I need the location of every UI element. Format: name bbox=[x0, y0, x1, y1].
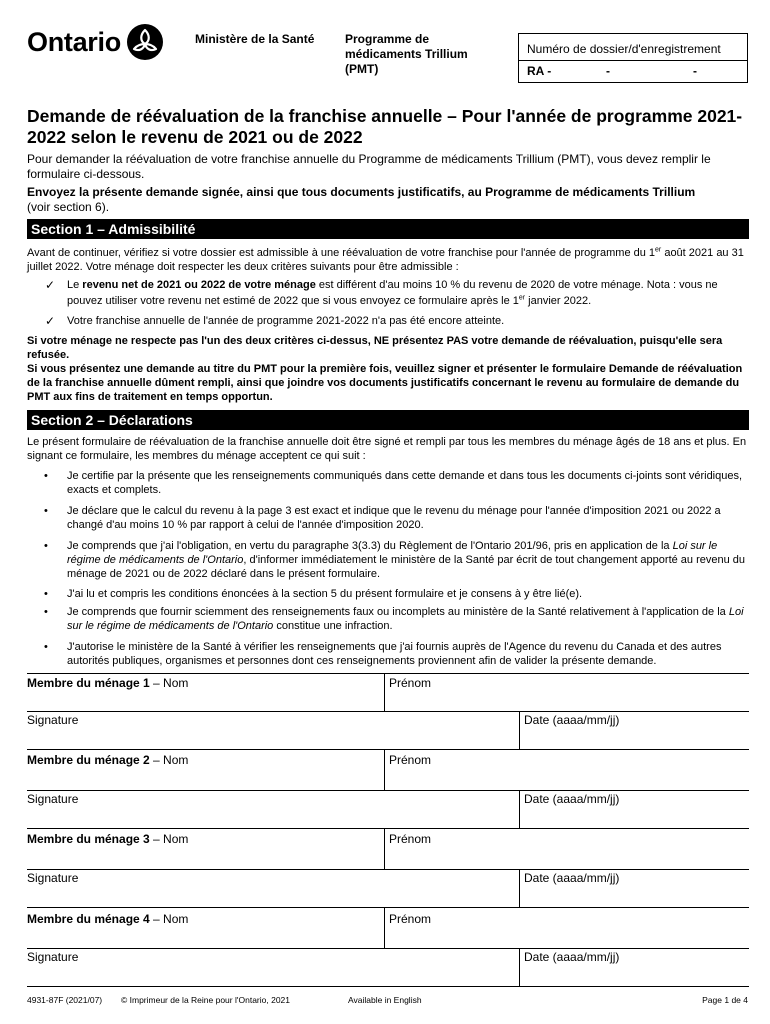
member-4-name-label[interactable]: Membre du ménage 4 – Nom bbox=[27, 912, 189, 926]
declaration-2: • Je déclare que le calcul du revenu à la page 3 est exact et indique que le revenu du ménage pour l'année d'imposition 2021 ou 2022 a changé d'au moins 10 % par rapport à celui de l'année d'imposition 2020. bbox=[44, 505, 721, 531]
member-4-date-label[interactable]: Date (aaaa/mm/jj) bbox=[524, 950, 620, 964]
member-1-signature-label[interactable]: Signature bbox=[27, 713, 79, 727]
member-2-firstname-label[interactable]: Prénom bbox=[389, 753, 432, 767]
member-2-name-label[interactable]: Membre du ménage 2 – Nom bbox=[27, 753, 189, 767]
file-number-dash: - bbox=[693, 64, 697, 78]
member-4-signature-label[interactable]: Signature bbox=[27, 950, 79, 964]
member-4-firstname-label[interactable]: Prénom bbox=[389, 912, 432, 926]
warning-ineligible: Si votre ménage ne respecte pas l'un des deux critères ci-dessus, NE présentez PAS votre demande de réévaluation, puisqu'elle sera refusée. bbox=[27, 335, 723, 361]
program-name: Programme de médicaments Trillium (PMT) bbox=[345, 32, 468, 76]
intro-section-ref: (voir section 6). bbox=[27, 200, 110, 214]
warning-first-time: Si vous présentez une demande au titre du PMT pour la première fois, veuillez signer et présenter le formulaire Demande de réévaluation de la franchise annuelle dûment rempli, ainsi que joindre vos documents justificatifs concernant le revenu au formulaire de demande du PMT aux fins de traitement en temps opportun. bbox=[27, 363, 743, 403]
page-title: Demande de réévaluation de la franchise annuelle – Pour l'année de programme 2021-2022 selon le revenu de 2021 ou de 2022 bbox=[27, 106, 743, 147]
file-number-box[interactable] bbox=[518, 33, 748, 83]
section-1-intro: Avant de continuer, vérifiez si votre dossier est admissible à une réévaluation de votre franchise pour l'année de programme du 1er août 2021 au 31 juillet 2022. Votre ménage doit respecter les deux critères suivants pour être admissible : bbox=[27, 246, 744, 273]
declaration-6: • J'autorise le ministère de la Santé à vérifier les renseignements que j'ai fournis auprès de l'Agence du revenu du Canada et des autres autorités publiques, organismes et personnes dont ces renseignements proviennent afin de valider la présente demande. bbox=[44, 641, 722, 667]
ministry-name: Ministère de la Santé bbox=[195, 32, 315, 46]
check-icon: ✓ bbox=[45, 314, 56, 328]
member-3-firstname-label[interactable]: Prénom bbox=[389, 832, 432, 846]
copyright: © Imprimeur de la Reine pour l'Ontario, 2021 bbox=[121, 995, 290, 1005]
member-3-name-label[interactable]: Membre du ménage 3 – Nom bbox=[27, 832, 189, 846]
intro-send-instruction: Envoyez la présente demande signée, ainsi que tous documents justificatifs, au Programme de médicaments Trillium bbox=[27, 185, 696, 199]
file-number-prefix: RA - bbox=[527, 64, 552, 78]
member-1-date-label[interactable]: Date (aaaa/mm/jj) bbox=[524, 713, 620, 727]
intro-text bbox=[27, 152, 749, 215]
member-1-name-label[interactable]: Membre du ménage 1 – Nom bbox=[27, 676, 189, 690]
section-2-heading: Section 2 – Déclarations bbox=[27, 410, 749, 430]
section-2-intro: Le présent formulaire de réévaluation de la franchise annuelle doit être signé et rempli par tous les membres du ménage âgés de 18 ans et plus. En signant ce formulaire, les membres du ménage acceptent ce qui suit : bbox=[27, 436, 747, 462]
criterion-1: ✓ Le revenu net de 2021 ou 2022 de votre ménage est différent d'au moins 10 % du revenu de 2020 de votre ménage. Nota : vous ne pouvez utiliser votre revenu net estimé de 2022 que si vous envoyez ce formulaire après le 1er janvier 2022. bbox=[45, 278, 718, 307]
declaration-3: • Je comprends que j'ai l'obligation, en vertu du paragraphe 3(3.3) du Règlement de l'Ontario 201/96, pris en application de la Loi sur le régime de médicaments de l'Ontario, d'informer immédiatement le ministère de la Santé par écrit de tout changement apporté au revenu du ménage de 2021 ou de 2022 déclaré dans le présent formulaire. bbox=[44, 540, 746, 580]
ontario-logo bbox=[27, 24, 163, 60]
logo-wordmark: Ontario bbox=[27, 26, 121, 57]
declaration-4: • J'ai lu et compris les conditions énoncées à la section 5 du présent formulaire et je consens à y être lié(e). bbox=[44, 588, 583, 600]
available-in-english: Available in English bbox=[348, 995, 422, 1005]
form-id: 4931-87F (2021/07) bbox=[27, 995, 103, 1005]
file-number-dash: - bbox=[606, 64, 610, 78]
member-2-date-label[interactable]: Date (aaaa/mm/jj) bbox=[524, 792, 620, 806]
member-1-firstname-label[interactable]: Prénom bbox=[389, 676, 432, 690]
criterion-2: ✓ Votre franchise annuelle de l'année de programme 2021-2022 n'a pas été encore atteinte. bbox=[45, 314, 505, 328]
member-3-signature-label[interactable]: Signature bbox=[27, 871, 79, 885]
intro-paragraph: Pour demander la réévaluation de votre franchise annuelle du Programme de médicaments Trillium (PMT), vous devez remplir le formulaire ci-dessous. bbox=[27, 152, 711, 181]
page-number: Page 1 de 4 bbox=[702, 995, 748, 1005]
declaration-5: • Je comprends que fournir sciemment des renseignements faux ou incomplets au ministère de la Santé relativement à l'application de la Loi sur le régime de médicaments de l'Ontario constitue une infraction. bbox=[44, 606, 744, 632]
check-icon: ✓ bbox=[45, 278, 56, 292]
member-2-signature-label[interactable]: Signature bbox=[27, 792, 79, 806]
member-3-date-label[interactable]: Date (aaaa/mm/jj) bbox=[524, 871, 620, 885]
section-1-heading: Section 1 – Admissibilité bbox=[27, 219, 749, 239]
file-number-label: Numéro de dossier/d'enregistrement bbox=[527, 42, 721, 56]
declaration-1: • Je certifie par la présente que les renseignements communiqués dans cette demande et dans tous les documents ci-joints sont véridiques, exacts et complets. bbox=[44, 470, 743, 496]
trillium-icon bbox=[127, 24, 163, 60]
